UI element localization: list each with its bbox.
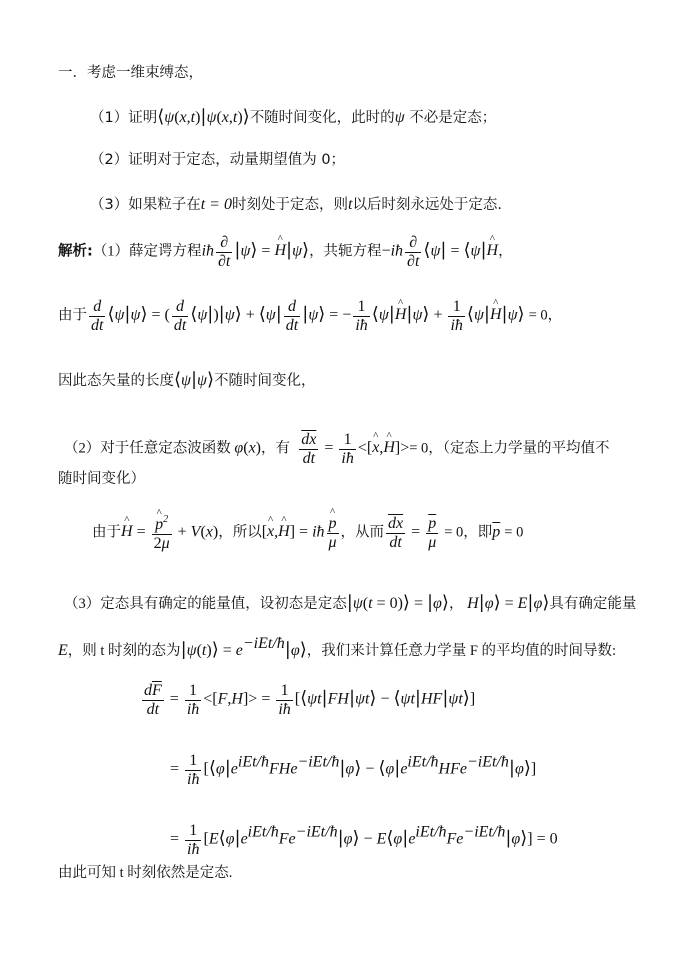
s3-text-b: 不随时间变化，: [214, 373, 316, 389]
s1-text-b: ，共轭方程: [309, 243, 382, 260]
q3-part-e: 以后时刻永远处于定态.: [352, 197, 503, 213]
solution-line-4: （2）对于任意定态波函数 φ(x)，有 $\frac{\overline{dx}}{dt}$ = $\frac{1}{iħ}$ <[^ x,^ H]>= 0，（定态上力学量的平均值不: [64, 431, 610, 467]
s7-text-b: ，我们来计算任意力学量 F 的平均值的时间导数:: [306, 643, 617, 659]
solution-line-4b: 随时间变化）: [58, 471, 145, 487]
s4-text-b: ，有: [261, 440, 290, 457]
s1-text-a: （1）薛定谔方程: [92, 243, 202, 260]
q3-part-c: 时刻处于定态，则: [231, 197, 348, 213]
s5-text-b: ，所以: [218, 524, 262, 541]
s7-text-a: ，则 t 时刻的态为: [67, 643, 181, 659]
s1-text-c: ，: [498, 243, 513, 260]
s6-text-a: （3）定态具有确定的能量值，设初态是定态: [64, 596, 347, 612]
equation-3: = $\frac{1}{iħ}$ [$E⟨\varphi|e^{iEt/ħ}Fe^{-iEt/ħ}|\varphi⟩$ − $E⟨\varphi|e^{iEt/ħ}Fe^{-iEt/ħ}|\varphi⟩] = 0$: [170, 822, 558, 858]
solution-line-3: 因此态矢量的长度⟨ψ|ψ⟩不随时间变化，: [58, 369, 316, 390]
s5-text-c: ，从而: [340, 524, 385, 541]
s5-text-d: = 0，即: [444, 524, 493, 541]
s4-text-a: （2）对于任意定态波函数: [64, 440, 231, 457]
s4-text-c: = 0，（定态上力学量的平均值不: [409, 440, 610, 457]
s5-text-a: 由于: [92, 524, 121, 541]
s5-text-e: = 0: [504, 524, 524, 541]
q1-label: （1）证明: [90, 110, 158, 126]
solution-label: 解析:: [58, 243, 93, 260]
s3-text-a: 因此态矢量的长度: [58, 373, 174, 389]
solution-line-2: 由于 $\frac{d}{dt}$ ⟨ψ|ψ⟩ = ( $\frac{d}{dt}$ ⟨ψ|)|ψ⟩ + ⟨ψ| $\frac{d}{dt}$ |ψ⟩ = − $\frac{1}{iħ}$ ⟨ψ|^ H|ψ⟩ + $\frac{1}{iħ}$ ⟨ψ|^ H|ψ⟩ = 0，: [58, 298, 562, 334]
equation-2: = $\frac{1}{iħ}$ [$⟨\varphi|e^{iEt/ħ}FHe^{-iEt/ħ}|\varphi⟩$ − $⟨\varphi|e^{iEt/ħ}HFe^{-iEt/ħ}|\varphi⟩$]: [170, 752, 537, 788]
q3-time: t = 0: [200, 196, 232, 213]
equation-1: $\frac{d\overline{F}}{dt}$ = $\frac{1}{iħ}$ <[F,H]> = $\frac{1}{iħ}$ [⟨ψt|FH|ψt⟩ − ⟨ψt|HF|ψt⟩]: [144, 682, 476, 718]
solution-final: 由此可知 t 时刻依然是定态.: [58, 865, 233, 881]
solution-line-1: 解析:（1）薛定谔方程iħ $\frac{\partial}{\partial t}$ |ψ⟩ = ^ H|ψ⟩，共轭方程−iħ $\frac{\partial}{\partial t}$ ⟨ψ| = ⟨ψ|^ H，: [58, 234, 513, 270]
problem-q1: （1）证明⟨ψ(x,t)|ψ(x,t)⟩不随时间变化，此时的ψ 不必是定态；: [90, 106, 497, 127]
problem-q2: （2）证明对于定态，动量期望值为 0；: [90, 152, 346, 168]
q3-t: t: [347, 196, 353, 213]
s2-end: = 0，: [528, 307, 563, 324]
q3-part-a: （3）如果粒子在: [90, 197, 201, 213]
s6-text-b: ，: [448, 596, 464, 612]
s2-text-a: 由于: [58, 307, 87, 324]
solution-line-7: E，则 t 时刻的态为|ψ(t)⟩ = $e^{-iEt/ħ}|\varphi⟩$，我们来计算任意力学量 F 的平均值的时间导数:: [58, 635, 617, 660]
solution-line-5: 由于^ H = ^ $\frac{p^2}{2\mu}$ + V(x)，所以[^ x,^ H] = iħ ^ $\frac{p}{\mu}$ ，从而 $\frac{\overline{dx}}{dt}$ = $\frac{\overline{p}}{\mu}$ = 0，即$\overline{p} = 0$: [92, 514, 523, 552]
s6-text-c: 具有确定能量: [549, 596, 637, 612]
solution-line-6: （3）定态具有确定的能量值，设初态是定态|ψ(t = 0)⟩ = |φ⟩， H|φ⟩ = E|φ⟩具有确定能量: [64, 592, 637, 613]
problem-q3: [90, 197, 502, 213]
q1-text: 不随时间变化，此时的: [249, 110, 395, 126]
q1-text-end: 不必是定态；: [409, 110, 497, 126]
problem-intro: 一．考虑一维束缚态，: [58, 65, 203, 81]
